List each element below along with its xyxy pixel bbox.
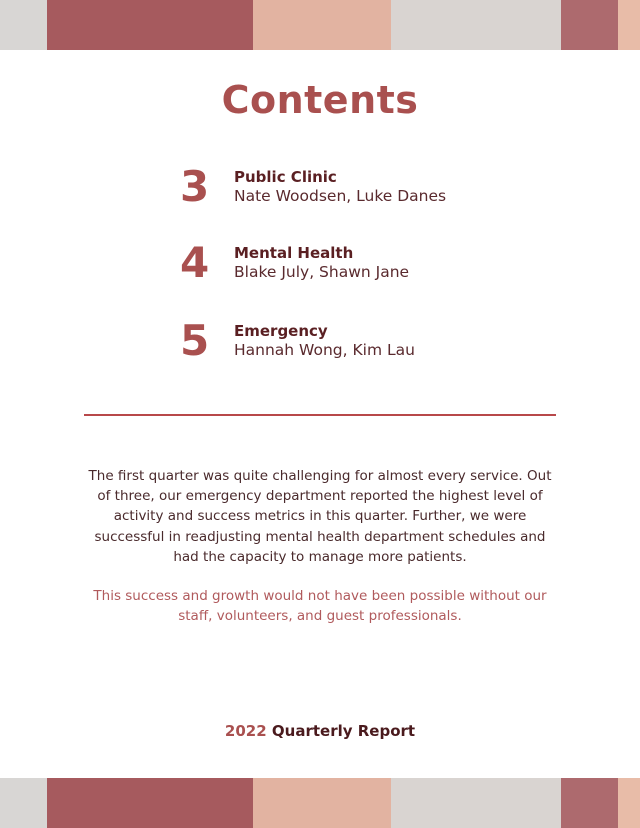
entry-title: Emergency bbox=[234, 322, 328, 340]
footer-year: 2022 bbox=[224, 722, 267, 740]
page-title: Contents bbox=[221, 78, 419, 122]
top-decorative-band bbox=[0, 0, 640, 50]
page-number: 5 bbox=[180, 316, 210, 365]
entry-authors: Nate Woodsen, Luke Danes bbox=[234, 187, 447, 205]
entry-title: Public Clinic bbox=[234, 168, 337, 186]
acknowledgement-paragraph: This success and growth would not have been possible without our staff, volunteers, and guest professionals. bbox=[93, 588, 547, 625]
contents-entry bbox=[176, 316, 415, 365]
bottom-decorative-band bbox=[0, 778, 640, 828]
report-footer bbox=[0, 722, 640, 740]
page-number: 4 bbox=[180, 238, 210, 287]
page-number: 3 bbox=[180, 162, 210, 211]
footer-label: Quarterly Report bbox=[271, 722, 416, 740]
entry-authors: Hannah Wong, Kim Lau bbox=[234, 341, 415, 359]
summary-paragraph: The first quarter was quite challenging for almost every service. Out of three, our emergency department reported the highest level of activity and success metrics in this quarter. Further, we were successful in readjusting mental health department schedules and had the capacity to manage more patients. bbox=[88, 468, 552, 565]
entry-authors: Blake July, Shawn Jane bbox=[234, 263, 410, 281]
entry-title: Mental Health bbox=[234, 244, 354, 262]
divider bbox=[84, 414, 556, 416]
contents-entry bbox=[176, 238, 409, 287]
contents-entry bbox=[176, 162, 446, 211]
